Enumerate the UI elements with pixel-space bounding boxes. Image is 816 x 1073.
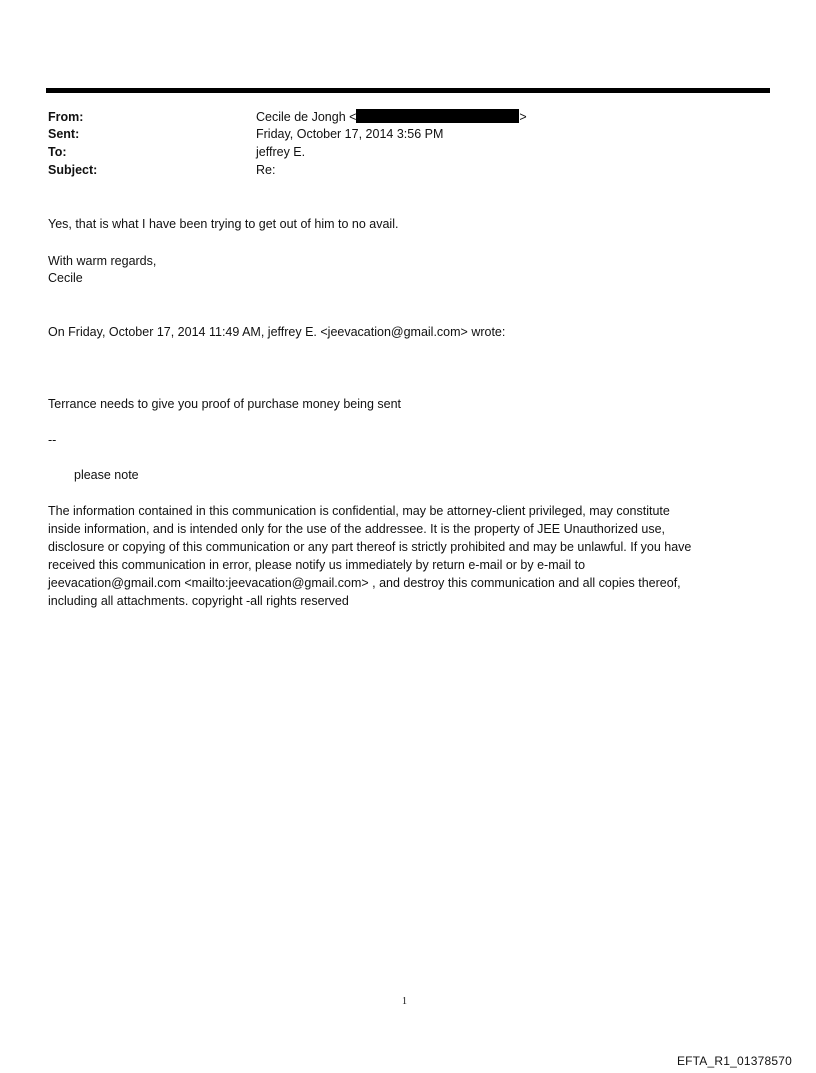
sender-address-close: >: [519, 110, 527, 124]
disclaimer-line: The information contained in this communication is confidential, may be attorney-client privileged, may constitute: [48, 504, 670, 518]
to-value: jeffrey E.: [256, 145, 306, 159]
redaction-box: [356, 109, 519, 123]
closing-line: With warm regards,: [48, 254, 157, 268]
signature-separator: --: [48, 433, 57, 447]
sent-value: Friday, October 17, 2014 3:56 PM: [256, 127, 444, 141]
disclaimer-line: inside information, and is intended only for the use of the addressee. It is the property of JEE Unauthorized use,: [48, 522, 666, 536]
header-divider: [46, 88, 770, 93]
confidentiality-disclaimer: [48, 502, 768, 610]
please-note: please note: [74, 468, 139, 482]
signature: Cecile: [48, 271, 83, 285]
sender-name: Cecile de Jongh <: [256, 110, 357, 124]
disclaimer-line: disclosure or copying of this communication or any part thereof is strictly prohibited and may be unlawful. If you have: [48, 540, 692, 554]
quote-intro: On Friday, October 17, 2014 11:49 AM, jeffrey E. <jeevacation@gmail.com> wrote:: [48, 325, 506, 339]
from-label: From:: [48, 110, 84, 124]
subject-label: Subject:: [48, 163, 98, 177]
bates-number: EFTA_R1_01378570: [676, 1054, 792, 1068]
to-label: To:: [48, 145, 67, 159]
disclaimer-line: including all attachments. copyright -all rights reserved: [48, 594, 349, 608]
from-value: [256, 109, 527, 125]
disclaimer-line: jeevacation@gmail.com <mailto:jeevacation@gmail.com> , and destroy this communication and all copies thereof,: [48, 576, 681, 590]
disclaimer-line: received this communication in error, please notify us immediately by return e-mail or by e-mail to: [48, 558, 586, 572]
body-line: Yes, that is what I have been trying to get out of him to no avail.: [48, 217, 399, 231]
sent-label: Sent:: [48, 127, 80, 141]
subject-value: Re:: [256, 163, 276, 177]
quoted-line: Terrance needs to give you proof of purchase money being sent: [48, 397, 401, 411]
page-number: 1: [402, 996, 407, 1007]
